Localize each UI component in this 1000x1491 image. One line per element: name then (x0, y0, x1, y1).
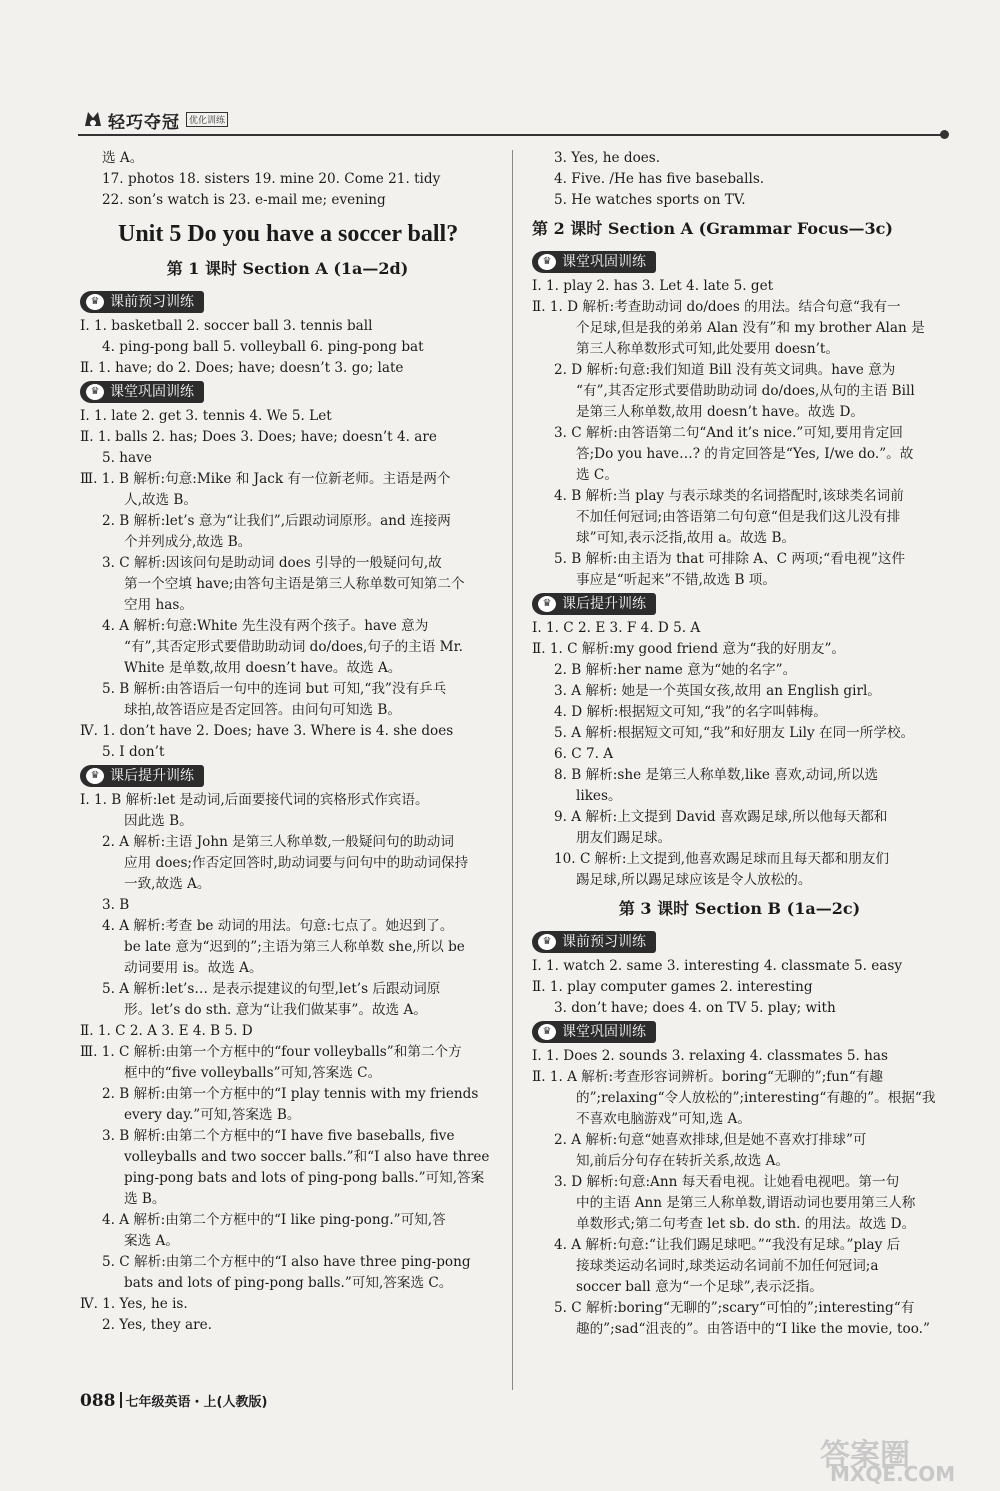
answer-line: Ⅲ. 1. B 解析:句意:Mike 和 Jack 有一位新老师。主语是两个 (80, 471, 451, 487)
answer-line: 2. B 解析:her name 意为“她的名字”。 (554, 662, 797, 678)
answer-line: 知,前后分句存在转折关系,故选 A。 (576, 1153, 790, 1169)
crown-icon: ♛ (86, 384, 104, 400)
answer-line: 5. C 解析:由第二个方框中的“I also have three ping-pong (102, 1254, 471, 1270)
answer-line: 3. A 解析: 她是一个英国女孩,故用 an English girl。 (554, 683, 881, 699)
answer-line: Ⅰ. 1. Does 2. sounds 3. relaxing 4. classmates 5. has (532, 1048, 888, 1064)
answer-line: 框中的“five volleyballs”可知,答案选 C。 (124, 1065, 382, 1081)
answer-line: 5. B 解析:由主语为 that 可排除 A、C 两项;“看电视”这件 (554, 551, 906, 567)
unit-title: Unit 5 Do you have a soccer ball? (118, 221, 459, 247)
answer-line: Ⅱ. 1. have; do 2. Does; have; doesn’t 3. go; late (80, 360, 404, 376)
answer-line: 2. D 解析:句意:我们知道 Bill 没有英文词典。have 意为 (554, 362, 896, 378)
answer-line: 中的主语 Ann 是第三人称单数,谓语动词也要用第三人称 (576, 1195, 916, 1211)
answer-line: 4. D 解析:根据短文可知,“我”的名字叫韩梅。 (554, 704, 827, 720)
answer-line: 3. Yes, he does. (554, 150, 661, 166)
page-footer (80, 1391, 267, 1411)
answer-line: soccer ball 意为“一个足球”,表示泛指。 (576, 1279, 823, 1295)
column-divider (512, 150, 513, 1390)
answer-line: 选 C。 (576, 467, 618, 483)
answer-line: 5. A 解析:let’s… 是表示提建议的句型,let’s 后跟动词原 (102, 981, 441, 997)
answer-line: likes。 (576, 788, 622, 804)
answer-line: 2. A 解析:句意“她喜欢排球,但是她不喜欢打排球”可 (554, 1132, 867, 1148)
answer-line: 5. A 解析:根据短文可知,“我”和好朋友 Lily 在同一所学校。 (554, 725, 915, 741)
answer-line: 单数形式;第二句考查 let sb. do sth. 的用法。故选 D。 (576, 1216, 916, 1232)
crown-icon: ♛ (86, 294, 104, 310)
right-column (532, 148, 947, 1340)
answer-line: 9. A 解析:上文提到 David 喜欢踢足球,所以他每天都和 (554, 809, 888, 825)
book-title: 七年级英语・上(人教版) (125, 1395, 268, 1410)
answer-line: 5. C 解析:boring“无聊的”;scary“可怕的”;interesting“有 (554, 1300, 915, 1316)
section-banner-label: 课后提升训练 (110, 768, 194, 784)
page-header (78, 102, 948, 140)
answer-line: 3. B (102, 897, 130, 913)
answer-line: 2. Yes, they are. (102, 1317, 212, 1333)
answer-line: ping-pong bats and lots of ping-pong balls.”可知,答案 (124, 1170, 485, 1186)
answer-line: 朋友们踢足球。 (576, 830, 672, 846)
answer-line: Ⅰ. 1. watch 2. same 3. interesting 4. classmate 5. easy (532, 958, 903, 974)
answer-line: Ⅱ. 1. balls 2. has; Does 3. Does; have; doesn’t 4. are (80, 429, 437, 445)
answer-line: 事应是“听起来”不错,故选 B 项。 (576, 572, 776, 588)
answer-line: 个足球,但是我的弟弟 Alan 没有”和 my brother Alan 是 (576, 320, 925, 336)
answer-line: Ⅱ. 1. play computer games 2. interesting (532, 979, 813, 995)
answer-line: 3. C 解析:由答语第二句“And it’s nice.”可知,要用肯定回 (554, 425, 903, 441)
answer-line: “有”,其否定形式要借助助动词 do/does,句子的主语 Mr. (124, 639, 463, 655)
section-banner (80, 381, 204, 403)
crown-icon: ♛ (538, 596, 556, 612)
answer-line: 3. B 解析:由第二个方框中的“I have five baseballs, five (102, 1128, 455, 1144)
answer-line: Ⅳ. 1. Yes, he is. (80, 1296, 188, 1312)
footer-separator (120, 1392, 122, 1408)
answer-line: 因此选 B。 (124, 813, 193, 829)
answer-line: 趣的”;sad“沮丧的”。由答语中的“I like the movie, too.” (576, 1321, 930, 1337)
page-number: 088 (80, 1391, 116, 1411)
answer-line: 4. Five. /He has five baseballs. (554, 171, 765, 187)
header-dot (940, 130, 949, 139)
answer-line: 不加任何冠词;由答语第二句句意“但是我们这儿没有排 (576, 509, 901, 525)
section-banner-row (80, 763, 495, 790)
answer-line: Ⅱ. 1. C 解析:my good friend 意为“我的好朋友”。 (532, 641, 845, 657)
answer-line: 球拍,故答语应是否定回答。由问句可知选 B。 (124, 702, 401, 718)
answer-line: 2. A 解析:主语 John 是第三人称单数,一般疑问句的助动词 (102, 834, 454, 850)
answer-line: Ⅳ. 1. don’t have 2. Does; have 3. Where is 4. she does (80, 723, 454, 739)
left-column (80, 148, 495, 1336)
answer-line: 4. A 解析:句意:“让我们踢足球吧。”“我没有足球。”play 后 (554, 1237, 901, 1253)
logo-icon (82, 106, 104, 130)
answer-line: Ⅱ. 1. C 2. A 3. E 4. B 5. D (80, 1023, 253, 1039)
section-banner (532, 593, 656, 615)
answer-line: Ⅱ. 1. A 解析:考查形容词辨析。boring“无聊的”;fun“有趣 (532, 1069, 883, 1085)
section-banner-row (532, 249, 947, 276)
answer-line: 第三人称单数形式可知,此处要用 doesn’t。 (576, 341, 839, 357)
answer-line: 3. don’t have; does 4. on TV 5. play; with (554, 1000, 836, 1016)
answer-line: 是第三人称单数,故用 doesn’t have。故选 D。 (576, 404, 864, 420)
crown-icon: ♛ (538, 934, 556, 950)
answer-line: be late 意为“迟到的”;主语为第三人称单数 she,所以 be (124, 939, 465, 955)
answer-line: 接球类运动名词时,球类运动名词前不加任何冠词;a (576, 1258, 879, 1274)
section-banner-row (532, 591, 947, 618)
answer-line: 22. son’s watch is 23. e-mail me; evening (102, 192, 386, 208)
answer-line: 不喜欢电脑游戏”可知,选 A。 (576, 1111, 751, 1127)
answer-line: 4. A 解析:由第二个方框中的“I like ping-pong.”可知,答 (102, 1212, 446, 1228)
answer-line: Ⅱ. 1. D 解析:考查助动词 do/does 的用法。结合句意“我有一 (532, 299, 901, 315)
answer-line: 个并列成分,故选 B。 (124, 534, 252, 550)
answer-line: 的”;relaxing“令人放松的”;interesting“有趣的”。根据“我 (576, 1090, 936, 1106)
section-banner (80, 765, 204, 787)
answer-line: White 是单数,故用 doesn’t have。故选 A。 (124, 660, 402, 676)
crown-icon: ♛ (538, 254, 556, 270)
section-banner-label: 课后提升训练 (562, 596, 646, 612)
brand-subtitle: 优化训练 (186, 112, 228, 127)
section-banner-label: 课堂巩固训练 (110, 384, 194, 400)
answer-line: 选 A。 (102, 150, 144, 166)
section-banner-label: 课堂巩固训练 (562, 1024, 646, 1040)
answer-line: Ⅰ. 1. basketball 2. soccer ball 3. tennis ball (80, 318, 373, 334)
answer-line: 2. B 解析:由第一个方框中的“I play tennis with my friends (102, 1086, 479, 1102)
answer-line: Ⅰ. 1. late 2. get 3. tennis 4. We 5. Let (80, 408, 332, 424)
section-banner-label: 课前预习训练 (110, 294, 194, 310)
lesson-title: 第 1 课时 Section A (1a—2d) (166, 259, 409, 278)
answer-line: 第一个空填 have;由答句主语是第三人称单数可知第二个 (124, 576, 465, 592)
answer-line: Ⅰ. 1. B 解析:let 是动词,后面要接代词的宾格形式作宾语。 (80, 792, 429, 808)
answer-line: 答;Do you have…? 的肯定回答是“Yes, I/we do.”。故 (576, 446, 914, 462)
answer-line: 人,故选 B。 (124, 492, 198, 508)
answer-line: 4. A 解析:考查 be 动词的用法。句意:七点了。她迟到了。 (102, 918, 454, 934)
answer-line: 3. D 解析:句意:Ann 每天看电视。让她看电视吧。第一句 (554, 1174, 900, 1190)
answer-line: 5. He watches sports on TV. (554, 192, 746, 208)
watermark-url: MXQE.COM (830, 1462, 956, 1486)
answer-line: Ⅰ. 1. C 2. E 3. F 4. D 5. A (532, 620, 701, 636)
answer-line: volleyballs and two soccer balls.”和“I also have three (124, 1149, 490, 1165)
lesson-title: 第 2 课时 Section A (Grammar Focus—3c) (532, 219, 893, 238)
answer-line: bats and lots of ping-pong balls.”可知,答案选 C。 (124, 1275, 453, 1291)
answer-line: 一致,故选 A。 (124, 876, 211, 892)
answer-line: Ⅰ. 1. play 2. has 3. Let 4. late 5. get (532, 278, 774, 294)
brand-name: 轻巧夺冠 (108, 113, 180, 133)
answer-line: 10. C 解析:上文提到,他喜欢踢足球而且每天都和朋友们 (554, 851, 890, 867)
answer-line: 动词要用 is。故选 A。 (124, 960, 263, 976)
section-banner-row (80, 379, 495, 406)
crown-icon: ♛ (86, 768, 104, 784)
answer-line: 选 B。 (124, 1191, 166, 1207)
section-banner-label: 课前预习训练 (562, 934, 646, 950)
answer-line: 8. B 解析:she 是第三人称单数,like 喜欢,动词,所以选 (554, 767, 879, 783)
answer-line: “有”,其否定形式要借助助动词 do/does,从句的主语 Bill (576, 383, 915, 399)
section-banner-row (80, 289, 495, 316)
answer-line: 4. A 解析:句意:White 先生没有两个孩子。have 意为 (102, 618, 429, 634)
answer-line: 4. B 解析:当 play 与表示球类的名词搭配时,该球类名词前 (554, 488, 904, 504)
section-banner (532, 931, 656, 953)
answer-line: 应用 does;作否定回答时,助动词要与问句中的助动词保持 (124, 855, 469, 871)
answer-line: every day.”可知,答案选 B。 (124, 1107, 301, 1123)
answer-line: 球”可知,表示泛指,故用 a。故选 B。 (576, 530, 796, 546)
lesson-title: 第 3 课时 Section B (1a—2c) (618, 899, 861, 918)
watermark-logo: 答案圈 (820, 1438, 910, 1473)
section-banner (532, 251, 656, 273)
answer-line: Ⅲ. 1. C 解析:由第一个方框中的“four volleyballs”和第二个方 (80, 1044, 462, 1060)
answer-line: 踢足球,所以踢足球应该是令人放松的。 (576, 872, 812, 888)
answer-line: 3. C 解析:因该问句是助动词 does 引导的一般疑问句,故 (102, 555, 442, 571)
answer-line: 17. photos 18. sisters 19. mine 20. Come 21. tidy (102, 171, 441, 187)
section-banner-label: 课堂巩固训练 (562, 254, 646, 270)
answer-line: 空用 has。 (124, 597, 193, 613)
crown-icon: ♛ (538, 1024, 556, 1040)
section-banner (532, 1021, 656, 1043)
section-banner (80, 291, 204, 313)
answer-line: 形。let’s do sth. 意为“让我们做某事”。故选 A。 (124, 1002, 427, 1018)
answer-line: 5. I don’t (102, 744, 165, 760)
answer-line: 5. B 解析:由答语后一句中的连词 but 可知,“我”没有乒乓 (102, 681, 447, 697)
section-banner-row (532, 929, 947, 956)
header-rule (78, 134, 943, 136)
answer-line: 5. have (102, 450, 152, 466)
answer-line: 4. ping-pong ball 5. volleyball 6. ping-pong bat (102, 339, 424, 355)
section-banner-row (532, 1019, 947, 1046)
answer-line: 案选 A。 (124, 1233, 179, 1249)
answer-line: 2. B 解析:let’s 意为“让我们”,后跟动词原形。and 连接两 (102, 513, 451, 529)
answer-line: 6. C 7. A (554, 746, 614, 762)
